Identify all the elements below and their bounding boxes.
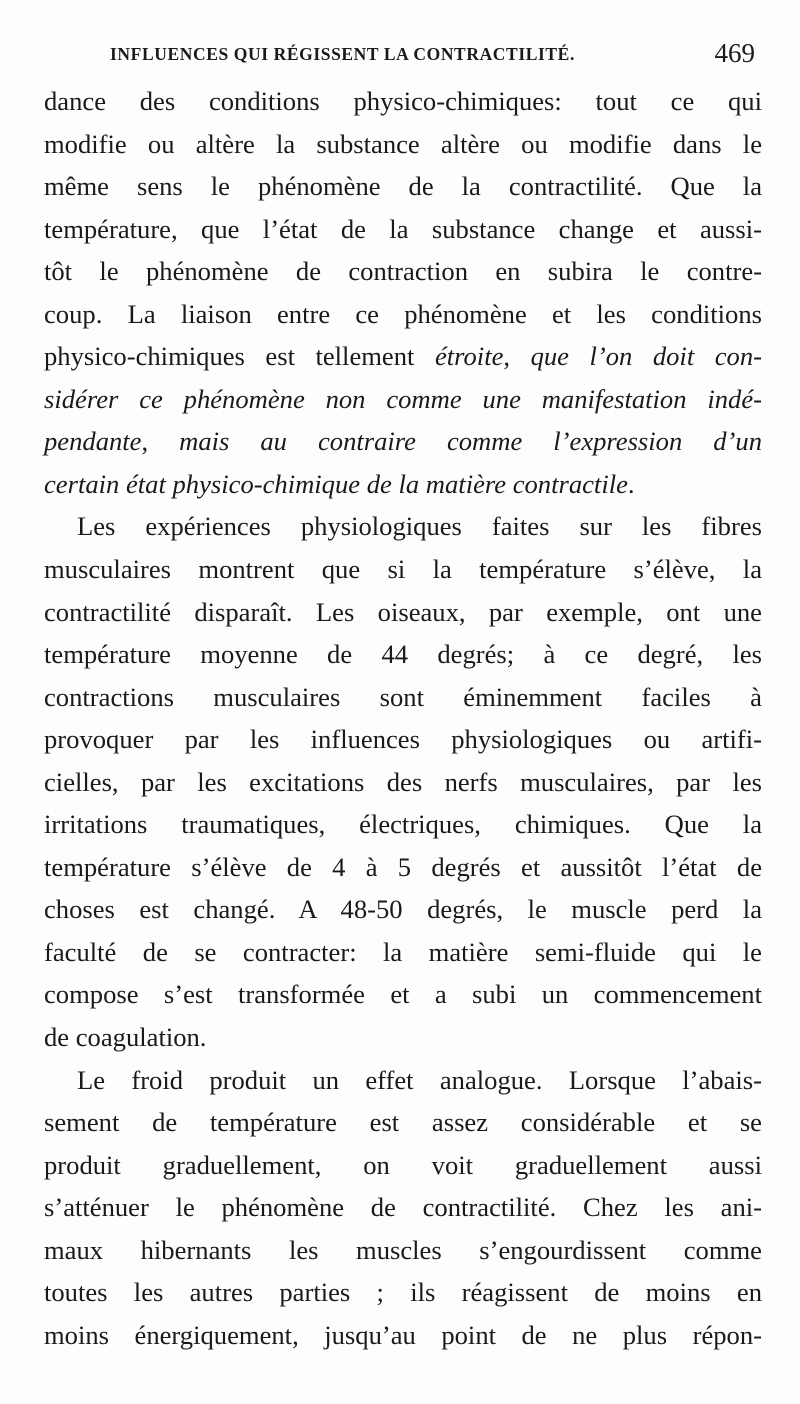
paragraph (44, 80, 762, 505)
text-segment: toutes les autres parties ; ils réagissent de moins en (44, 1277, 762, 1308)
text-segment: , (503, 341, 531, 372)
text-line (44, 165, 762, 208)
italic-text: mais au contraire comme l’expression d’un (179, 426, 763, 457)
text-segment: contractions musculaires sont éminemment faciles à (44, 681, 762, 712)
text-line (44, 335, 762, 378)
text-segment: coup. La liaison entre ce phénomène et les conditions (44, 298, 762, 329)
text-segment: , (141, 426, 180, 457)
text-segment: dance des conditions physico-chimiques: tout ce qui (44, 86, 762, 116)
text-line (44, 973, 762, 1016)
text-line (44, 633, 762, 676)
paragraph (44, 1059, 762, 1357)
text-segment: tôt le phénomène de contraction en subira le contre- (44, 256, 762, 287)
body-text (44, 80, 762, 1356)
text-line (44, 718, 762, 761)
text-line (44, 208, 762, 251)
text-segment: de coagulation. (44, 1022, 207, 1053)
page-header (110, 38, 755, 70)
text-line (44, 378, 762, 421)
text-line (44, 846, 762, 889)
text-line (44, 1059, 762, 1102)
text-line (44, 1101, 762, 1144)
text-segment: moins énergiquement, jusqu’au point de ne plus répon- (44, 1319, 762, 1350)
text-line (44, 123, 762, 166)
text-segment: choses est changé. A 48-50 degrés, le muscle perd la (44, 894, 762, 925)
text-segment: contractilité disparaît. Les oiseaux, par exemple, ont une (44, 596, 762, 627)
text-segment: température s’élève de 4 à 5 degrés et aussitôt l’état de (44, 851, 762, 882)
text-segment: Les expériences physiologiques faites sur les fibres (77, 511, 762, 542)
text-line (44, 505, 762, 548)
text-line (44, 463, 762, 506)
italic-text: certain état physico-chimique de la matière contractile (44, 468, 628, 499)
text-line (44, 803, 762, 846)
text-segment: température moyenne de 44 degrés; à ce degré, les (44, 639, 762, 670)
text-line (44, 1186, 762, 1229)
text-line (44, 293, 762, 336)
text-segment: compose s’est transformée et a subi un commencement (44, 979, 762, 1010)
text-line (44, 888, 762, 931)
text-segment: maux hibernants les muscles s’engourdissent comme (44, 1234, 762, 1265)
text-line (44, 761, 762, 804)
text-segment: s’atténuer le phénomène de contractilité. Chez les ani- (44, 1192, 762, 1223)
text-segment: température, que l’état de la substance change et aussi- (44, 213, 762, 244)
text-segment: sement de température est assez considérable et se (44, 1107, 762, 1138)
text-line (44, 676, 762, 719)
italic-text: que l’on doit con- (530, 341, 762, 372)
text-segment: Le froid produit un effet analogue. Lorsque l’abais- (77, 1064, 762, 1095)
text-segment: provoquer par les influences physiologiques ou artifi- (44, 724, 762, 755)
text-line (44, 1314, 762, 1357)
italic-text: sidérer ce phénomène non comme une manifestation indé- (44, 383, 762, 414)
page-number: 469 (714, 38, 755, 68)
italic-text: pendante (44, 426, 142, 457)
text-segment: musculaires montrent que si la température s’élève, la (44, 554, 762, 585)
text-segment: . (627, 468, 635, 499)
text-segment: cielles, par les excitations des nerfs musculaires, par les (44, 766, 762, 797)
text-segment: produit graduellement, on voit graduellement aussi (44, 1149, 762, 1180)
text-segment: physico-chimiques est tellement (44, 341, 435, 372)
text-segment: faculté de se contracter: la matière semi-fluide qui le (44, 936, 762, 967)
text-line (44, 931, 762, 974)
text-segment: modifie ou altère la substance altère ou modifie dans le (44, 128, 762, 159)
text-line (44, 250, 762, 293)
text-line (44, 80, 762, 123)
text-line (44, 1016, 762, 1059)
text-line (44, 1229, 762, 1272)
paragraph (44, 505, 762, 1058)
text-line (44, 591, 762, 634)
text-segment: même sens le phénomène de la contractilité. Que la (44, 171, 762, 202)
text-line (44, 1271, 762, 1314)
running-title: INFLUENCES QUI RÉGISSENT LA CONTRACTILITÉ. (110, 44, 575, 64)
italic-text: étroite (434, 341, 504, 372)
text-line (44, 420, 762, 463)
text-segment: irritations traumatiques, électriques, chimiques. Que la (44, 809, 762, 840)
text-line (44, 1144, 762, 1187)
text-line (44, 548, 762, 591)
